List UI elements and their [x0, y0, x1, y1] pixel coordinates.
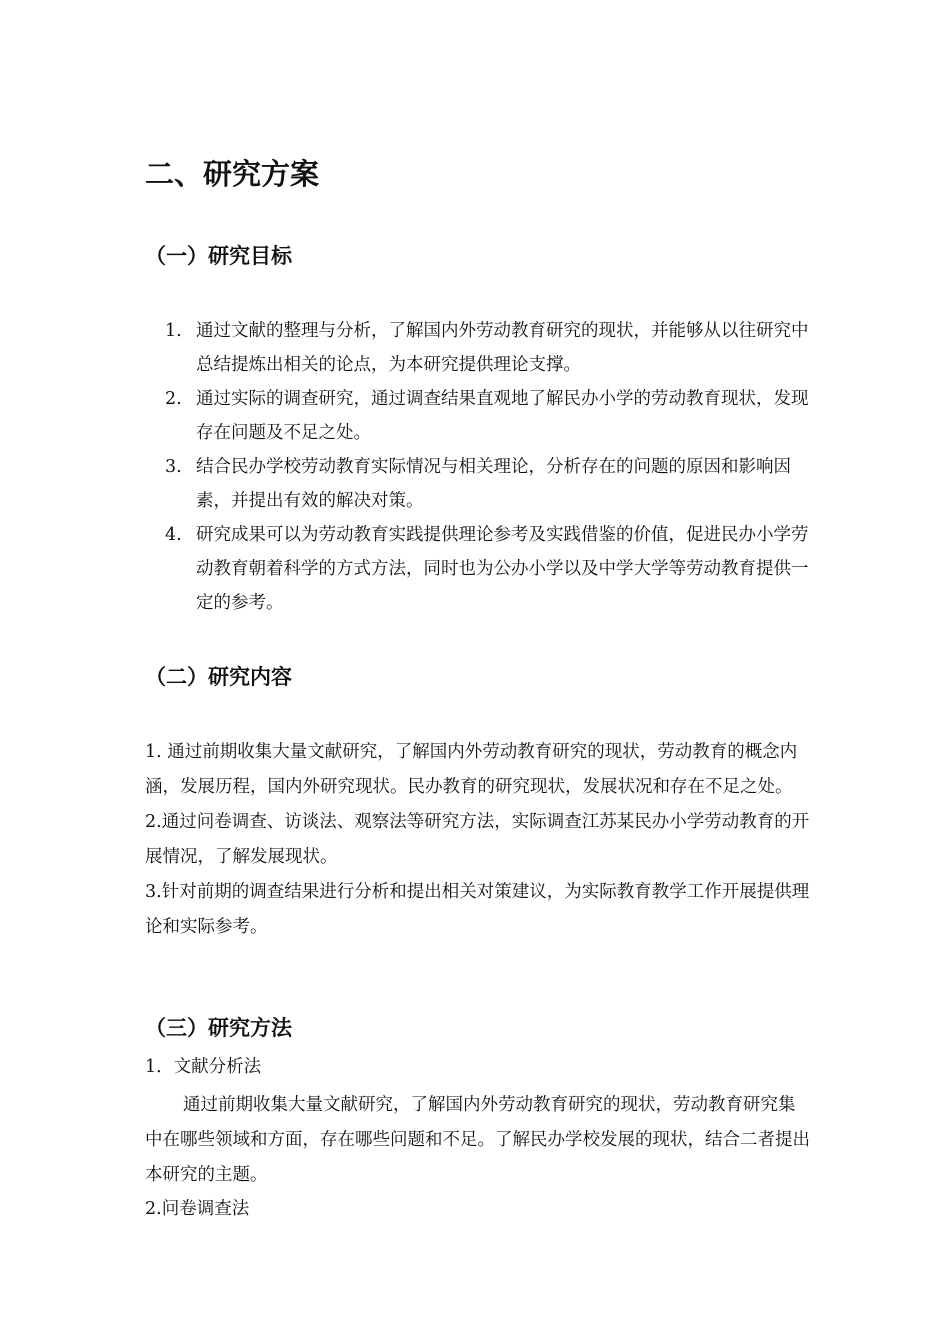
list-item-text: 通过文献的整理与分析，了解国内外劳动教育研究的现状，并能够从以往研究中总结提炼出相关的论点，为本研究提供理论支撑。	[196, 321, 809, 375]
content-paragraph: 1. 通过前期收集大量文献研究，了解国内外劳动教育研究的现状，劳动教育的概念内涵，发展历程，国内外研究现状。民办教育的研究现状，发展状况和存在不足之处。	[145, 742, 798, 797]
section-heading-methods: （三）研究方法	[145, 1015, 292, 1040]
list-item-text: 结合民办学校劳动教育实际情况与相关理论，分析存在的问题的原因和影响因素，并提出有效的解决对策。	[196, 457, 791, 511]
content-paragraphs	[145, 735, 810, 945]
method-title: 1．文献分析法	[145, 1057, 262, 1077]
content-paragraph: 2.通过问卷调查、访谈法、观察法等研究方法，实际调查江苏某民办小学劳动教育的开展情况，了解发展现状。	[145, 812, 810, 867]
list-item	[165, 450, 825, 518]
list-item-number: 4.	[165, 525, 182, 545]
list-item-number: 3.	[165, 457, 182, 477]
section-heading-content: （二）研究内容	[145, 664, 292, 689]
list-item-text: 通过实际的调查研究，通过调查结果直观地了解民办小学的劳动教育现状，发现存在问题及不足之处。	[196, 389, 809, 443]
list-item	[165, 382, 825, 450]
page-title: 二、研究方案	[145, 157, 320, 191]
section-heading-goals: （一）研究目标	[145, 243, 292, 268]
method-description: 通过前期收集大量文献研究，了解国内外劳动教育研究的现状，劳动教育研究集中在哪些领域和方面，存在哪些问题和不足。了解民办学校发展的现状，结合二者提出本研究的主题。	[145, 1095, 810, 1185]
content-paragraph: 3.针对前期的调查结果进行分析和提出相关对策建议，为实际教育教学工作开展提供理论和实际参考。	[145, 882, 810, 937]
goals-list	[165, 314, 825, 620]
list-item-number: 1.	[165, 321, 182, 341]
list-item-text: 研究成果可以为劳动教育实践提供理论参考及实践借鉴的价值，促进民办小学劳动教育朝着科学的方式方法，同时也为公办小学以及中学大学等劳动教育提供一定的参考。	[196, 525, 809, 613]
method-title: 2.问卷调查法	[145, 1199, 250, 1219]
list-item-number: 2.	[165, 389, 182, 409]
list-item	[165, 314, 825, 382]
list-item	[165, 518, 825, 620]
